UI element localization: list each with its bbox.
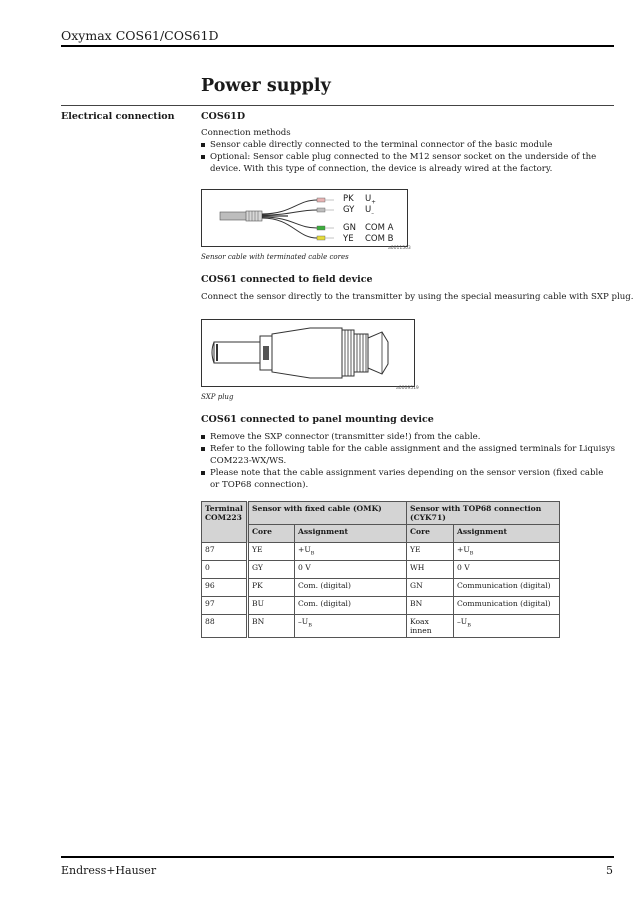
cell-terminal: 87 bbox=[202, 543, 248, 561]
table-header-assignment: Assignment bbox=[295, 525, 407, 543]
cell-assignment: $+U_B$ bbox=[454, 543, 560, 561]
wire-signal-gy: $U_-$ bbox=[365, 205, 374, 217]
plug-head bbox=[368, 332, 388, 374]
wire-code-pk: PK bbox=[343, 194, 354, 204]
section-title: Power supply bbox=[201, 76, 331, 96]
ferrule-pk bbox=[317, 198, 325, 202]
panel-bullet-list bbox=[201, 431, 615, 491]
plug-cable bbox=[214, 342, 260, 363]
header-rule bbox=[61, 45, 614, 47]
wire-signal-gn: COM A bbox=[365, 223, 394, 233]
cell-core: GN bbox=[407, 579, 454, 597]
footer-company: Endress+Hauser bbox=[61, 864, 157, 877]
plug-body bbox=[272, 328, 342, 378]
cell-assignment: $-U_B$ bbox=[454, 615, 560, 638]
cell-assignment: Communication (digital) bbox=[454, 579, 560, 597]
sxp-plug-drawing bbox=[202, 320, 414, 386]
list-item: Refer to the following table for the cable assignment and the assigned terminals for Liquisys COM223-WX/WS. bbox=[201, 443, 615, 467]
cable-shield bbox=[246, 211, 262, 221]
figure-id: a0009519 bbox=[396, 386, 419, 391]
panel-device-heading: COS61 connected to panel mounting device bbox=[201, 414, 434, 425]
wire-code-gn: GN bbox=[343, 223, 356, 233]
table-header-top68: Sensor with TOP68 connection (CYK71) bbox=[407, 502, 560, 525]
field-device-heading: COS61 connected to field device bbox=[201, 274, 373, 285]
cable-cores-figure bbox=[201, 189, 408, 247]
cell-assignment: $+U_B$ bbox=[295, 543, 407, 561]
core-wire-pk bbox=[262, 200, 317, 214]
cell-core: GY bbox=[248, 561, 295, 579]
cell-core: Koax innen bbox=[407, 615, 454, 638]
wire-code-gy: GY bbox=[343, 205, 355, 215]
wire-signal-pk: $U_+$ bbox=[365, 194, 376, 206]
table-row bbox=[202, 579, 560, 597]
cell-terminal: 96 bbox=[202, 579, 248, 597]
cell-terminal: 88 bbox=[202, 615, 248, 638]
cell-core: WH bbox=[407, 561, 454, 579]
sxp-plug-figure bbox=[201, 319, 415, 387]
cell-assignment: 0 V bbox=[295, 561, 407, 579]
page-number: 5 bbox=[606, 864, 613, 877]
cell-assignment: $-U_B$ bbox=[295, 615, 407, 638]
table-header-core: Core bbox=[407, 525, 454, 543]
core-wire-gy bbox=[262, 210, 317, 215]
document-header: Oxymax COS61/COS61D bbox=[61, 28, 219, 43]
list-item: Please note that the cable assignment varies depending on the sensor version (fixed cable or TOP68 connection). bbox=[201, 467, 615, 491]
cell-terminal: 97 bbox=[202, 597, 248, 615]
table-header-assignment: Assignment bbox=[454, 525, 560, 543]
cos61d-heading: COS61D bbox=[201, 111, 246, 122]
ferrule-ye bbox=[317, 236, 325, 240]
cell-core: YE bbox=[407, 543, 454, 561]
wire-signal-ye: COM B bbox=[365, 234, 394, 244]
cell-core: YE bbox=[248, 543, 295, 561]
table-header-terminal: Terminal COM223 bbox=[202, 502, 248, 543]
list-item: Remove the SXP connector (transmitter side!) from the cable. bbox=[201, 431, 615, 443]
ferrule-gn bbox=[317, 226, 325, 230]
footer-rule bbox=[61, 856, 614, 858]
list-item: Sensor cable directly connected to the terminal connector of the basic module bbox=[201, 139, 613, 151]
figure-caption: Sensor cable with terminated cable cores bbox=[201, 253, 349, 261]
cell-assignment: Com. (digital) bbox=[295, 579, 407, 597]
cell-terminal: 0 bbox=[202, 561, 248, 579]
figure-id: a0011503 bbox=[388, 246, 411, 251]
list-item: Optional: Sensor cable plug connected to the M12 sensor socket on the underside of the device. With this type of connection, the device is already wired at the factory. bbox=[201, 151, 613, 175]
plug-clip bbox=[263, 346, 269, 360]
cos61d-intro: Connection methods bbox=[201, 128, 291, 138]
table-row bbox=[202, 543, 560, 561]
table-header-omk: Sensor with fixed cable (OMK) bbox=[248, 502, 407, 525]
cell-assignment: Communication (digital) bbox=[454, 597, 560, 615]
cell-core: PK bbox=[248, 579, 295, 597]
cos61d-bullet-list bbox=[201, 139, 613, 175]
title-rule bbox=[61, 105, 614, 106]
table-header-core: Core bbox=[248, 525, 295, 543]
wire-code-ye: YE bbox=[343, 234, 354, 244]
cell-assignment: Com. (digital) bbox=[295, 597, 407, 615]
ferrule-gy bbox=[317, 208, 325, 212]
cell-core: BU bbox=[248, 597, 295, 615]
cell-assignment: 0 V bbox=[454, 561, 560, 579]
cell-core: BN bbox=[407, 597, 454, 615]
cable-assignment-table bbox=[201, 501, 560, 638]
side-heading: Electrical connection bbox=[61, 111, 175, 122]
table-row bbox=[202, 597, 560, 615]
field-device-text: Connect the sensor directly to the transmitter by using the special measuring cable with SXP plug. bbox=[201, 292, 634, 302]
table-row bbox=[202, 615, 560, 638]
cell-core: BN bbox=[248, 615, 295, 638]
figure-caption: SXP plug bbox=[201, 393, 234, 401]
table-row bbox=[202, 561, 560, 579]
